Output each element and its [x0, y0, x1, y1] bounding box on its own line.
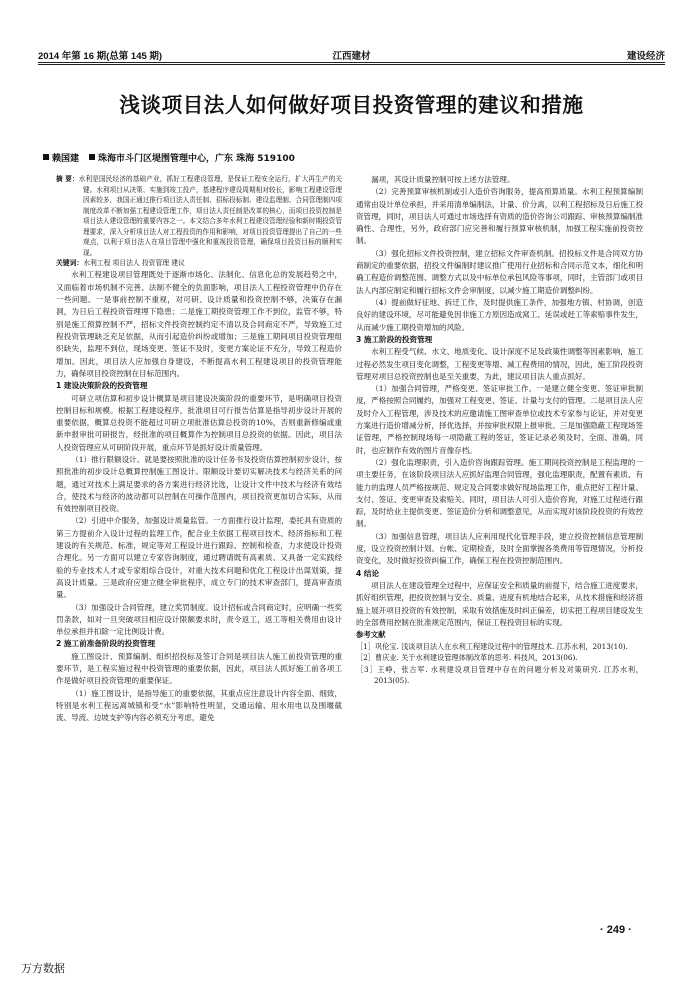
watermark-text: 万方数据	[21, 963, 65, 975]
body-paragraph: （4）提前做好征地、拆迁工作，及时提供施工条件，加强地方镇、村协调，创造良好的建设环境，尽可能避免因非施工方原因造成窝工、延误或赶工等索赔事件发生，从而减少施工期投资增加的风险。	[356, 297, 643, 332]
body-paragraph: 项目法人在建设管理全过程中，应保证安全和质量的前提下，结合施工进度要求，抓好组织管理，把投资控制与安全、质量、进度有机地结合起来，从技术措施和经济措施上展开项目投资的有效控制，采取有效措施及时纠正偏差，切实把工程项目建设发生的全部费用控制在批准规定范围内，保证工程投资目标的实现。	[356, 580, 643, 627]
issue-info: 2014 年第 16 期(总第 145 期)	[38, 51, 163, 62]
body-paragraph: 水利工程建设项目管理既处于逐渐市场化、法制化、信息化总的发展趋势之中，又面临着市场机制不完善、法制不健全的负面影响，项目法人工程投资管理中仍存在一些问题。一是事前控制不重视，对可研、设计质量和投资控制不够，决策存在漏洞，为日后工程投资管理埋下隐患；二是施工期投资管理工作不到位，监管不够，特别是施工预算控制不严，招标文件投资控制约定不清以及合同商定不严，导致施工过程投资管理缺乏充足依据，从而引起造价纠纷或增加；三是施工期间项目投资管理组织缺失，监理不到位，现场变更、签证不及时，变更方案论证不充分，导致工程造价增加。因此，项目法人应加强自身建设，不断提高水利工程建设项目的投资管理能力，确保项目投资控制在目标范围内。	[56, 270, 342, 378]
reference-item: ［3］王峥，张古军. 水利建设项目管理中存在的问题分析及对策研究. 江苏水利，2013(05).	[356, 664, 643, 685]
reference-item: ［1］巩伦宝. 浅谈项目法人在水利工程建设过程中的管理技术. 江苏水利，2013(10).	[356, 642, 628, 652]
author-line	[43, 151, 295, 164]
page-number: · 249 ·	[600, 924, 632, 936]
body-paragraph: （3）加强信息管理，项目法人应利用现代化管理手段，建立投资控制信息管理制度，设立投资控制计划、台帐、定期检查，及时全面掌握各类费用等管理情况，分析投资变化，及时做好投资纠偏工作，确保工程在投资控制范围内。	[356, 531, 643, 566]
section-heading: 2 施工前准备阶段的投资管理	[56, 639, 156, 649]
author-name: 赖国建	[52, 154, 80, 164]
body-paragraph: 施工图设计、预算编制、组织招投标及签订合同是项目法人施工前投资管理的重要环节，是工程实施过程中投资管理的重要依据，因此，项目法人抓好施工前各项工作是做好项目投资管理的重要保证。	[56, 651, 342, 686]
header-rule-thin	[38, 64, 665, 65]
references-title: 参考文献	[356, 630, 386, 640]
abstract	[56, 174, 342, 258]
body-paragraph: （2）引进中介服务，加强设计质量监管。一方面推行设计监理，委托具有资质的第三方提前介入设计过程的监理工作，配合业主依据工程项目技术、经济指标和工程建设的有关规范、标准，规定等对工程设计进行跟踪、控制和检查，力求使设计投资合理化。另一方面可以建立专家咨询制度，通过聘请既有高素质、又具备一定实践经验的专业技术人才或专家组综合设计，对重大技术问题和优化工程设计出谋划策，提高设计质量。三是政府应建立健全审批程序，成立专门的技术审查部门，提高审查质量。	[56, 516, 342, 600]
keywords	[56, 258, 342, 269]
body-paragraph: （1）推行限额设计。就是要按照批准的设计任务书及投资估算控制初步设计，按照批准的初步设计总概算控制施工图设计。限额设计要切实解决技术与经济关系的问题，通过对技术上满足要求的各方案进行经济比选，让设计文件中技术与经济有效结合，使技术与经济的波动都可以控制在可操作范围内，项目投资更加切合实际，从而有效控制项目投资。	[56, 454, 342, 514]
body-paragraph: （3）强化招标文件投资控制，建立招标文件审查机制。招投标文件是合同双方协商制定的重要依据，招投文件编制时建议推广使用行业招标和合同示范文本，细化和明确工程造价调整范围、调整方式以及中标单位承包风险等事项，同时，主管部门或项目法人内部应制定和履行招标文件会审制度，以减少施工期造价调整纠纷。	[356, 248, 643, 295]
keywords-text: 水利工程 项目法人 投资管理 建议	[83, 259, 185, 268]
body-paragraph: （1）加强合同管理，严格变更、签证审批工作。一是建立健全变更、签证审批制度，严格按照合同履约，加强对工程变更、签证、计量与支付的管理。二是项目法人应及时介入工程管理，涉及技术的应邀请施工图审查单位或技术专家参与论证，并对变更方案进行造价增减分析，择优选择，并按审批权限上报审批。三是加强隐蔽工程现场签证管理，严格控制现场每一项隐蔽工程的签证，签证记录必须及时、全面、准确，同时，也应制作有效的图片音像存档。	[356, 384, 643, 455]
journal-name: 江西建材	[332, 51, 371, 62]
bullet-square-icon	[43, 154, 49, 160]
body-paragraph: （1）施工图设计，是指导施工的重要依据，其重点应注意设计内容全面、细致，特别是水利工程远离城镇和受“水”影响特性明显，交通运输、用水用电以及围堰截流、导流、边坡支护等内容必须充分考虑，避免	[56, 688, 342, 723]
article-title: 浅谈项目法人如何做好项目投资管理的建议和措施	[119, 93, 584, 117]
header-rule-thick	[38, 62, 665, 63]
bullet-square-icon	[89, 154, 95, 160]
right-column	[356, 174, 643, 686]
body-paragraph: （2）完善预算审核机制或引入造价咨询服务，提高预算质量。水利工程预算编制通常由设计单位承担，并采用清单编制法，计量、价分离，以利工程招标及日后施工投资管理，同时，项目法人可通过市场选择有资质的造价咨询公司跟踪、审核预算编制准确性、合理性，另外，政府部门应完善和履行预算审核机制，加强工程实施前投资控制。	[356, 187, 643, 246]
reference-item: ［2］曹庆业. 关于水利建设管理体制改革的思考. 科技风，2013(06).	[356, 653, 578, 663]
body-paragraph: 漏项，其设计质量控制可按上述方法管理。	[371, 175, 515, 184]
running-header	[38, 48, 665, 62]
section-name: 建设经济	[626, 51, 665, 62]
abstract-text: 水利是国民经济的基础产业，抓好工程建设管理，是保证工程安全运行，扩大再生产的关键。水利项目从决策、实施到竣工投产，基建程序建设周期相对较长，影响工程建设管理因素较多，我国正通过推行项目法人责任制、招标投标制、建设监理制、合同管理制四项制度改革不断加强工程建设管理工作，项目法人责任制是改革的核心，而项目投资控制是项目法人建设管理的重要内容之一。本文结合多年水利工程建设管理经验和新时期投资管理要求，深入分析项目法人对工程投资的作用和影响，对项目投资管理提出了自己的一些观点，以利于项目法人在项目管理中强化和重视投资管理，确保项目投资目标的顺利实现。	[78, 175, 343, 257]
section-heading: 1 建设决策阶段的投资管理	[56, 381, 148, 391]
keywords-label: 关键词：	[56, 259, 84, 268]
body-paragraph: （3）加强设计合同管理，建立奖罚制度。设计招标或合同商定时，应明确一些奖罚条款，如对一旦突破项目相应设计限额要求时，责令返工，返工等相关费用由设计单位承担并扣除一定比例设计费。	[56, 602, 342, 637]
body-paragraph: 可研立项估算和初步设计概算是项目建设决策阶段的重要环节，是明确项目投资控制目标和规模。根据工程建设程序，批准项目可行报告估算是指导初步设计开展的重要依据，概算总投资不能超过可研立项批准估算总投资的10%，否则重新修编或重新申报审批可研报告，经批准的项目概算作为控制项目总投资的依据。因此，项目法人投资管理应从可研阶段开展，重点环节是抓好设计质量管理。	[56, 393, 342, 452]
author-affiliation: 珠海市斗门区堤围管理中心，广东 珠海 519100	[98, 154, 295, 164]
section-heading: 3 施工阶段的投资管理	[356, 334, 433, 344]
body-paragraph: 水利工程受气候、水文、地质变化、设计深度不足及政策性调整等因素影响，施工过程必然发生项目变化调整，工程变更等增、减工程费用的情况，因此，施工阶段投资管理对项目总投资控制也是至关重要，为此，建议项目法人重点抓好。	[356, 347, 643, 381]
left-column	[56, 174, 342, 725]
body-paragraph: （2）强化监理职责，引入造价咨询跟踪管理。施工期间投资控制是工程监理的一项主要任务，在该阶段项目法人应抓好监理合同管理，强化监理职责，配置有素质、有能力的监理人员严格按规范、规定及合同要求做好现场监理工作，重点把好工程计量、支付、签证、变更审查及索赔关。同时，项目法人可引入造价咨询，对施工过程进行跟踪，及时给业主提供变更、签证造价分析和调整意见，从而实现对该阶段投资的有效控制。	[356, 457, 643, 529]
abstract-label: 摘 要：	[56, 175, 79, 183]
section-heading: 4 结论	[356, 568, 380, 578]
